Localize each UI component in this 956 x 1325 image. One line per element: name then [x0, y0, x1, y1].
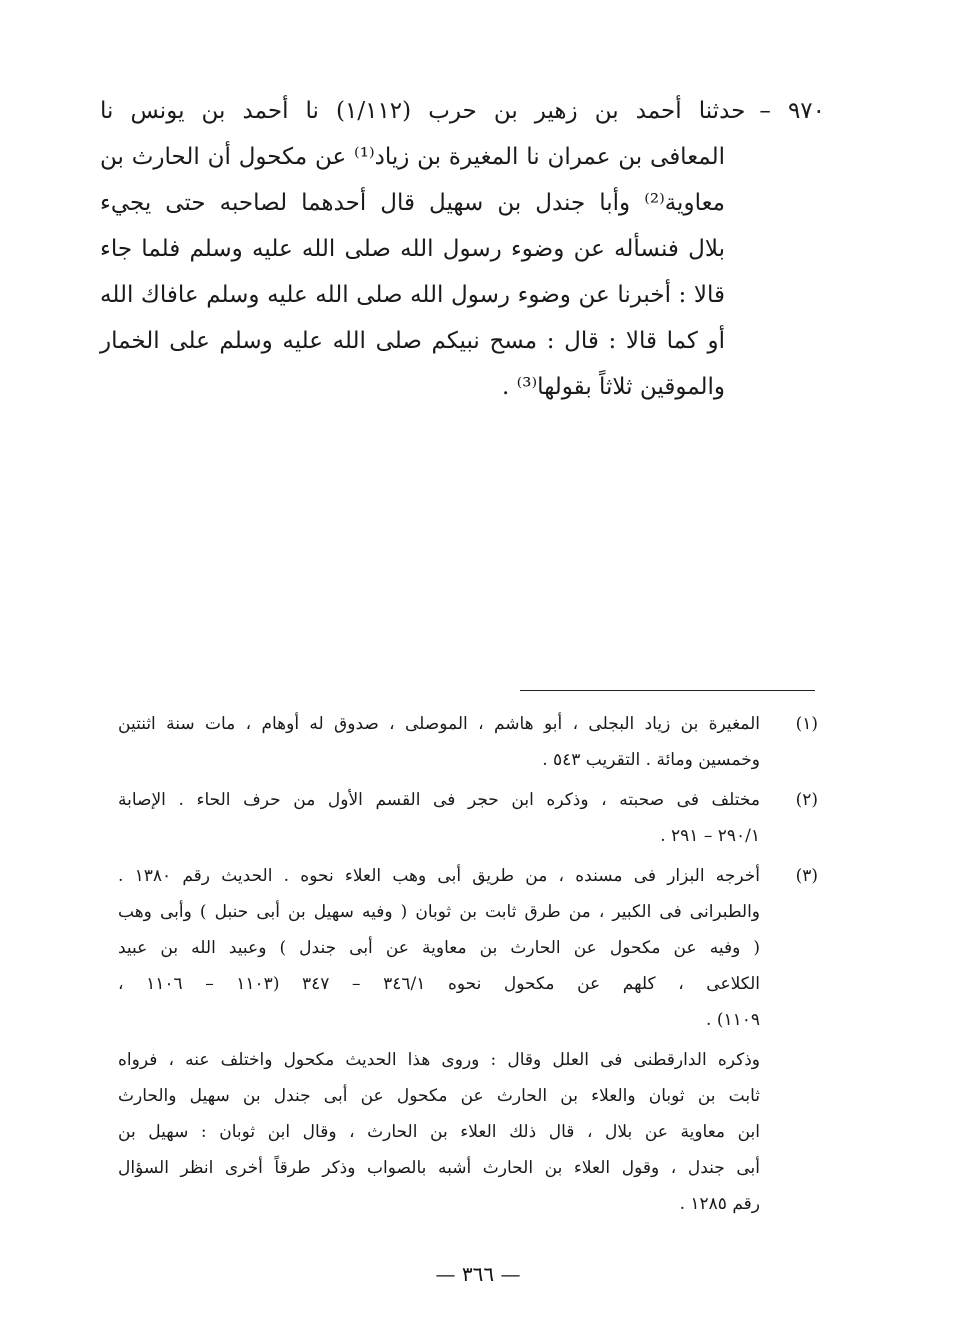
footnote-line: ٢٩٠/١ – ٢٩١ . — [660, 826, 760, 846]
footnote-line: ابن معاوية عن بلال ، قال ذلك العلاء بن الحارث ، وقال ابن ثوبان : سهيل بن — [118, 1122, 760, 1142]
footnote-line: والطبرانى فى الكبير ، من طرق ثابت بن ثوبان ( وفيه سهيل بن أبى حنبل ) وأبى وهب — [118, 902, 760, 922]
footnote-continuation — [118, 1042, 760, 1222]
hadith-line: ٩٧٠ –حدثنا أحمد بن زهير بن حرب (١/١١٢) نا أحمد بن يونس نا — [100, 98, 825, 124]
hadith-line: والموقين ثلاثاً بقولها⁽³⁾ . — [502, 374, 725, 400]
footnote-separator — [520, 690, 815, 691]
footnote-number: (٣) — [795, 866, 818, 886]
footnote-line: ١١٠٩) . — [706, 1010, 760, 1030]
footnotes — [118, 706, 818, 1222]
hadith-text — [100, 88, 825, 410]
hadith-line: معاوية⁽²⁾ وأبا جندل بن سهيل قال أحدهما لصاحبه حتى يجيء — [100, 190, 725, 216]
footnote-line: وذكره الدارقطنى فى العلل وقال : وروى هذا الحديث مكحول واختلف عنه ، فرواه — [118, 1050, 760, 1070]
hadith-line: أو كما قالا : قال : مسح نبيكم صلى الله عليه وسلم على الخمار — [100, 328, 725, 354]
footnote-number: (١) — [795, 714, 818, 734]
footnote-number: (٢) — [795, 790, 818, 810]
hadith-line: قالا : أخبرنا عن وضوء رسول الله صلى الله عليه وسلم عافاك الله — [100, 282, 725, 308]
footnote-line: المغيرة بن زياد البجلى ، أبو هاشم ، الموصلى ، صدوق له أوهام ، مات سنة اثنتين — [118, 714, 760, 734]
footnote-line: أخرجه البزار فى مسنده ، من طريق أبى وهب العلاء نحوه . الحديث رقم ١٣٨٠ . — [118, 866, 760, 886]
footnote-line: أبى جندل ، وقول العلاء بن الحارث أشبه بالصواب وذكر طرقاً أخرى انظر السؤال — [118, 1158, 760, 1178]
page-number: — ٣٦٦ — — [435, 1262, 521, 1286]
hadith-line: بلال فنسأله عن وضوء رسول الله صلى الله عليه وسلم فلما جاء — [100, 236, 725, 262]
footnote-line: مختلف فى صحبته ، وذكره ابن حجر فى القسم الأول من حرف الحاء . الإصابة — [118, 790, 760, 810]
footnote-line: ( وفيه عن مكحول عن الحارث بن معاوية عن أبى جندل ) وعبيد الله بن عبيد — [118, 938, 760, 958]
footnote-2 — [118, 782, 818, 854]
footnote-line: رقم ١٢٨٥ . — [679, 1194, 760, 1214]
hadith-number: ٩٧٠ – — [759, 98, 825, 124]
footnote-line: الكلاعى ، كلهم عن مكحول نحوه ٣٤٦/١ – ٣٤٧ (١١٠٣ – ١١٠٦ ، — [118, 974, 761, 994]
hadith-line: المعافى بن عمران نا المغيرة بن زياد⁽¹⁾ عن مكحول أن الحارث بن — [100, 144, 725, 170]
footnote-1 — [118, 706, 818, 778]
footnote-line: ثابت بن ثوبان والعلاء بن الحارث عن مكحول عن أبى جندل بن سهيل والحارث — [118, 1086, 760, 1106]
footnote-3 — [118, 858, 818, 1038]
footnote-line: وخمسين ومائة . التقريب ٥٤٣ . — [542, 750, 760, 770]
